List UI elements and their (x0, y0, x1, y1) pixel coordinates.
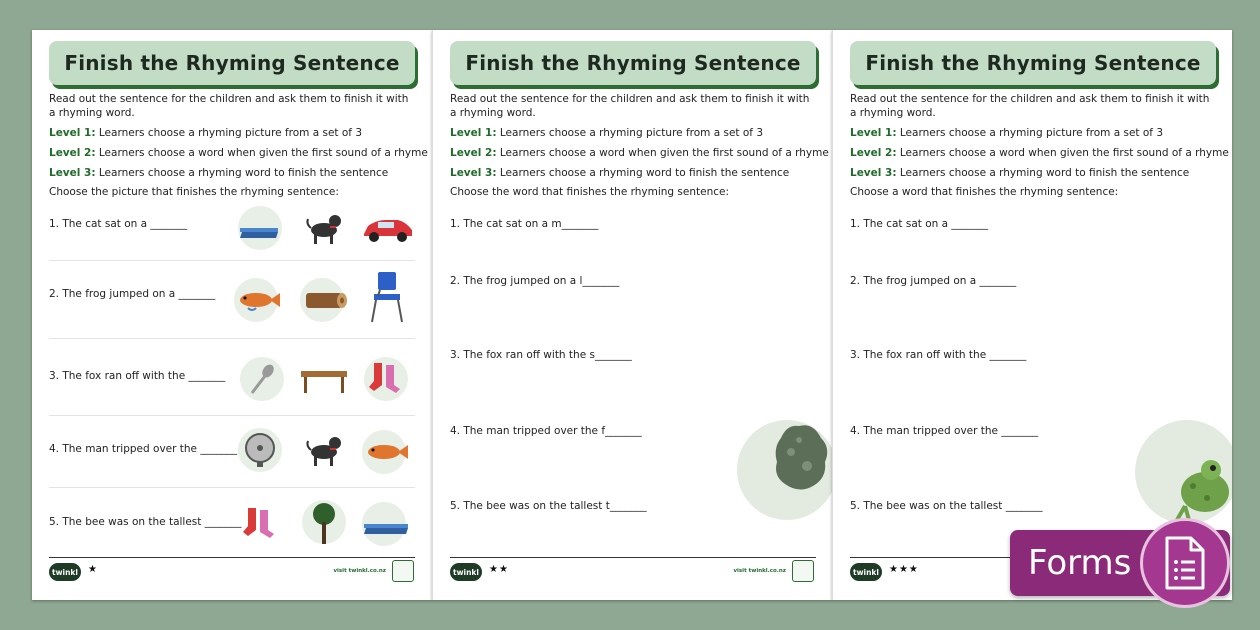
level-3-label: Level 3: (450, 167, 497, 179)
question-1: 1. The cat sat on a _______ (49, 218, 188, 230)
dog-picture-icon[interactable] (302, 206, 346, 250)
dog-picture-icon[interactable] (302, 428, 346, 472)
level-1-label: Level 1: (850, 127, 897, 139)
level-1-label: Level 1: (450, 127, 497, 139)
award-badge-icon (792, 560, 814, 582)
level-1-text: Learners choose a rhyming picture from a set of 3 (98, 127, 363, 139)
question-2: 2. The frog jumped on a l_______ (450, 275, 620, 287)
title-banner (450, 41, 816, 85)
twinkl-logo: twinkl (850, 563, 882, 581)
mat-picture-icon[interactable] (362, 502, 406, 546)
question-4: 4. The man tripped over the _______ (850, 425, 1039, 437)
question-1: 1. The cat sat on a m_______ (450, 218, 599, 230)
worksheet-page-level-2 (432, 30, 832, 600)
level-3-text: Learners choose a rhyming word to finish the sentence (899, 167, 1190, 179)
tree-decoration-icon (769, 418, 832, 498)
level-1-label: Level 1: (49, 127, 96, 139)
title-banner (850, 41, 1216, 85)
worksheet-page-level-1 (32, 30, 432, 600)
level-3-line (49, 167, 388, 179)
level-1-line (450, 127, 763, 139)
level-1-text: Learners choose a rhyming picture from a set of 3 (499, 127, 764, 139)
visit-link: visit twinkl.co.nz (733, 568, 786, 574)
level-2-text: Learners choose a word when given the first sound of a rhyme (499, 147, 829, 159)
question-4: 4. The man tripped over the _______ (49, 443, 238, 455)
level-2-text: Learners choose a word when given the first sound of a rhyme (98, 147, 428, 159)
page-title: Finish the Rhyming Sentence (465, 51, 801, 75)
level-2-label: Level 2: (49, 147, 96, 159)
level-2-text: Learners choose a word when given the first sound of a rhyme (899, 147, 1229, 159)
difficulty-stars: ★★★ (889, 564, 919, 575)
level-2-line (49, 147, 428, 159)
level-3-label: Level 3: (850, 167, 897, 179)
footer-divider (450, 557, 816, 558)
intro-text: Read out the sentence for the children and ask them to finish it with a rhyming word. (450, 93, 810, 119)
visit-link: visit twinkl.co.nz (333, 568, 386, 574)
twinkl-logo: twinkl (450, 563, 482, 581)
spoon-picture-icon[interactable] (240, 357, 284, 401)
forms-label: Forms (1028, 543, 1132, 583)
page-title: Finish the Rhyming Sentence (865, 51, 1201, 75)
intro-text: Read out the sentence for the children and ask them to finish it with a rhyming word. (49, 93, 409, 119)
tree-picture-icon[interactable] (302, 500, 346, 544)
fan-picture-icon[interactable] (238, 428, 282, 472)
socks-picture-icon[interactable] (364, 357, 408, 401)
chair-picture-icon[interactable] (366, 270, 410, 314)
car-picture-icon[interactable] (360, 206, 404, 250)
level-2-line (850, 147, 1229, 159)
fish-picture-icon[interactable] (234, 278, 278, 322)
document-list-icon[interactable] (1140, 518, 1230, 608)
question-3: 3. The fox ran off with the s_______ (450, 349, 632, 361)
level-2-label: Level 2: (450, 147, 497, 159)
level-1-line (49, 127, 362, 139)
instruction-text: Choose the picture that finishes the rhyming sentence: (49, 186, 339, 198)
footer-divider (49, 557, 415, 558)
question-5: 5. The bee was on the tallest _______ (49, 516, 242, 528)
level-3-label: Level 3: (49, 167, 96, 179)
row-divider (49, 338, 415, 339)
worksheet-page-level-3 (832, 30, 1232, 600)
log-picture-icon[interactable] (300, 278, 344, 322)
instruction-text: Choose a word that finishes the rhyming sentence: (850, 186, 1119, 198)
mat-picture-icon[interactable] (238, 206, 282, 250)
difficulty-stars: ★ (88, 564, 98, 575)
question-1: 1. The cat sat on a _______ (850, 218, 989, 230)
frog-decoration-icon (1171, 448, 1232, 528)
twinkl-logo: twinkl (49, 563, 81, 581)
level-1-line (850, 127, 1163, 139)
level-3-text: Learners choose a rhyming word to finish the sentence (499, 167, 790, 179)
question-3: 3. The fox ran off with the _______ (49, 370, 226, 382)
question-3: 3. The fox ran off with the _______ (850, 349, 1027, 361)
level-2-label: Level 2: (850, 147, 897, 159)
award-badge-icon (392, 560, 414, 582)
difficulty-stars: ★★ (489, 564, 509, 575)
question-2: 2. The frog jumped on a _______ (850, 275, 1017, 287)
level-3-line (850, 167, 1189, 179)
level-1-text: Learners choose a rhyming picture from a set of 3 (899, 127, 1164, 139)
question-5: 5. The bee was on the tallest _______ (850, 500, 1043, 512)
socks-picture-icon[interactable] (238, 502, 282, 546)
question-2: 2. The frog jumped on a _______ (49, 288, 216, 300)
row-divider (49, 260, 415, 261)
title-banner (49, 41, 415, 85)
table-picture-icon[interactable] (299, 357, 343, 401)
question-4: 4. The man tripped over the f_______ (450, 425, 642, 437)
question-5: 5. The bee was on the tallest t_______ (450, 500, 647, 512)
row-divider (49, 487, 415, 488)
level-2-line (450, 147, 829, 159)
level-3-line (450, 167, 789, 179)
intro-text: Read out the sentence for the children and ask them to finish it with a rhyming word. (850, 93, 1210, 119)
row-divider (49, 415, 415, 416)
instruction-text: Choose the word that finishes the rhyming sentence: (450, 186, 730, 198)
fish-picture-icon[interactable] (362, 430, 406, 474)
level-3-text: Learners choose a rhyming word to finish the sentence (98, 167, 389, 179)
page-title: Finish the Rhyming Sentence (64, 51, 400, 75)
